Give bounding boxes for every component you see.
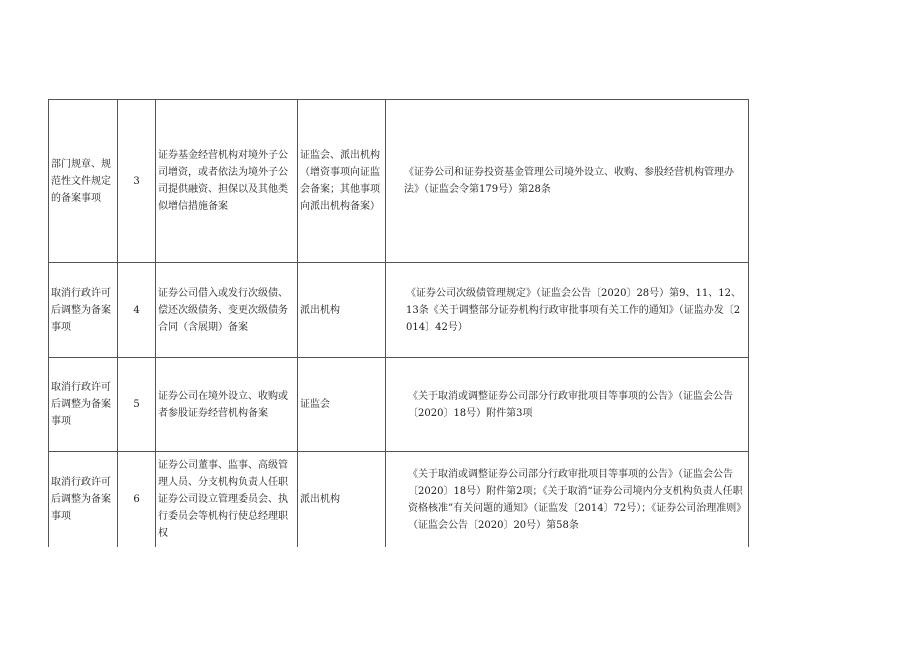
item-cell: 证券公司董事、监事、高级管理人员、分支机构负责人任职证券公司设立管理委员会、执行委员会等机构行使总经理职权	[156, 452, 298, 548]
number-cell: 4	[118, 263, 156, 358]
item-cell: 证券公司在境外设立、收购或者参股证券经营机构备案	[156, 358, 298, 452]
filing-items-table	[48, 99, 749, 547]
authority-cell: 证监会	[298, 358, 386, 452]
category-cell: 取消行政许可后调整为备案事项	[49, 263, 118, 358]
basis-cell: 《关于取消或调整证券公司部分行政审批项目等事项的公告》（证监会公告〔2020〕18号）附件第2项；《关于取消“证券公司境内分支机构负责人任职资格核准”有关问题的通知》（证监发〔2014〕72号）；《证券公司治理准则》（证监会公告〔2020〕20号）第58条	[386, 452, 749, 548]
number-cell: 5	[118, 358, 156, 452]
number-cell: 3	[118, 100, 156, 263]
category-cell: 取消行政许可后调整为备案事项	[49, 358, 118, 452]
basis-cell: 《证券公司次级债管理规定》（证监会公告〔2020〕28号）第9、11、12、13条《关于调整部分证券机构行政审批事项有关工作的通知》（证监办发〔2014〕42号）	[386, 263, 749, 358]
authority-cell: 派出机构	[298, 452, 386, 548]
basis-cell: 《证券公司和证券投资基金管理公司境外设立、收购、参股经营机构管理办法》（证监会令第179号）第28条	[386, 100, 749, 263]
category-cell: 取消行政许可后调整为备案事项	[49, 452, 118, 548]
category-cell: 部门规章、规范性文件规定的备案事项	[49, 100, 118, 263]
table-row	[49, 100, 749, 263]
table-row	[49, 358, 749, 452]
authority-cell: 证监会、派出机构（增资事项向证监会备案；其他事项向派出机构备案）	[298, 100, 386, 263]
number-cell: 6	[118, 452, 156, 548]
table-row	[49, 263, 749, 358]
table-row	[49, 452, 749, 548]
item-cell: 证券公司借入或发行次级债、偿还次级债务、变更次级债务合同（含展期）备案	[156, 263, 298, 358]
item-cell: 证券基金经营机构对境外子公司增资，或者依法为境外子公司提供融资、担保以及其他类似增信措施备案	[156, 100, 298, 263]
basis-cell: 《关于取消或调整证券公司部分行政审批项目等事项的公告》（证监会公告〔2020〕18号）附件第3项	[386, 358, 749, 452]
authority-cell: 派出机构	[298, 263, 386, 358]
